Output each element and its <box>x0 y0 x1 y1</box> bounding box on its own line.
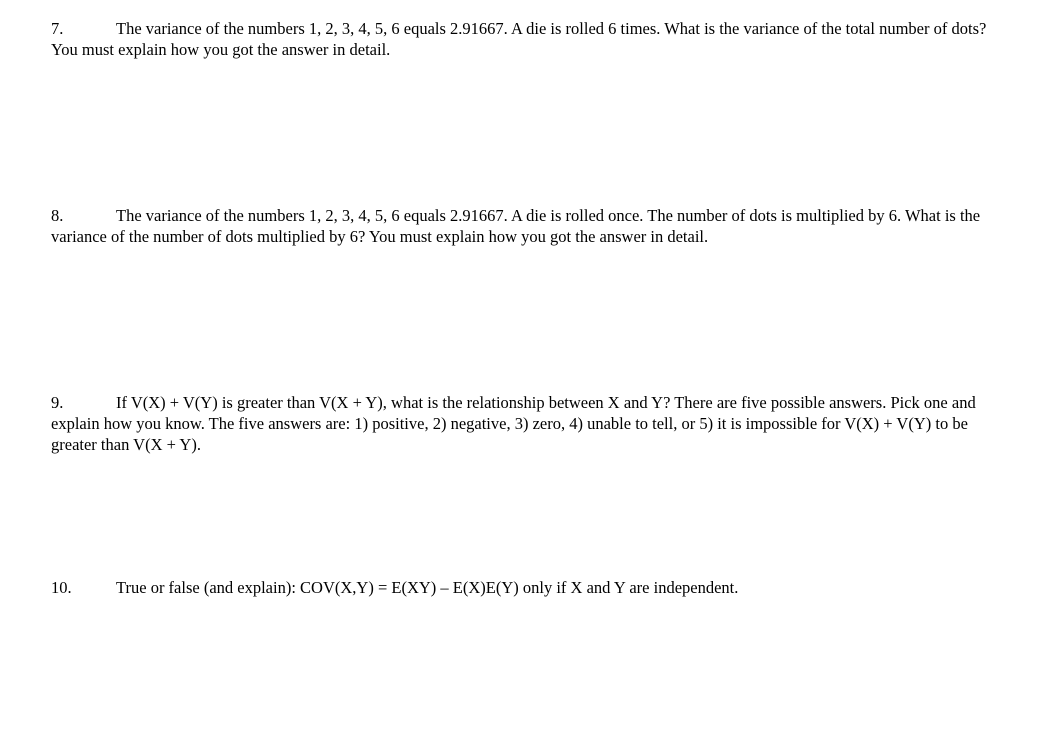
question-number: 9. <box>51 393 64 412</box>
question-number: 8. <box>51 206 64 225</box>
question-10 <box>51 577 996 598</box>
question-text: If V(X) + V(Y) is greater than V(X + Y), what is the relationship between X and Y? There are five possible answers. Pick one and explain how you know. The five answers are: 1) positive, 2) negative, 3) zero, 4) unable to tell, or 5) it is impossible for V(X) + V(Y) to be greater than V(X + Y). <box>51 393 976 454</box>
question-number: 10. <box>51 578 72 597</box>
question-7 <box>51 18 996 60</box>
question-text: The variance of the numbers 1, 2, 3, 4, 5, 6 equals 2.91667. A die is rolled 6 times. What is the variance of the total number of dots? You must explain how you got the answer in detail. <box>51 19 987 59</box>
question-8 <box>51 205 996 247</box>
question-9 <box>51 392 996 455</box>
question-number: 7. <box>51 19 64 38</box>
question-text: True or false (and explain): COV(X,Y) = E(XY) – E(X)E(Y) only if X and Y are independent. <box>116 578 739 597</box>
question-text: The variance of the numbers 1, 2, 3, 4, 5, 6 equals 2.91667. A die is rolled once. The number of dots is multiplied by 6. What is the variance of the number of dots multiplied by 6? You must explain how you got the answer in detail. <box>51 206 981 246</box>
